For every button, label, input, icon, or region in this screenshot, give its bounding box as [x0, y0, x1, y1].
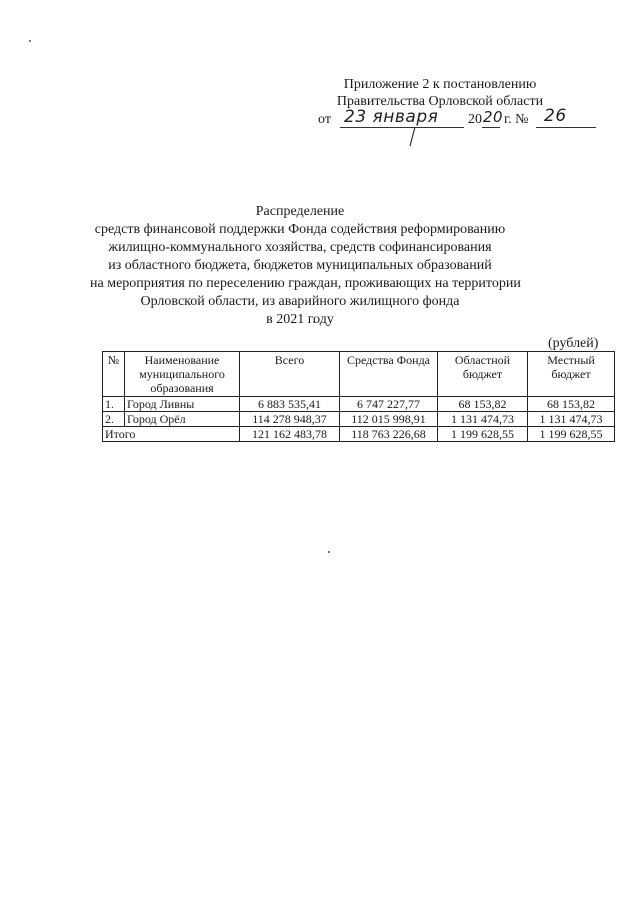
- row-name: Город Орёл: [125, 412, 240, 427]
- row-local: 68 153,82: [528, 397, 615, 412]
- total-fund: 118 763 226,68: [340, 427, 438, 442]
- distribution-table: [102, 351, 615, 442]
- appendix-line-2: Правительства Орловской области: [336, 94, 544, 109]
- total-regional: 1 199 628,55: [438, 427, 528, 442]
- heading-line: средств финансовой поддержки Фонда содействия реформированию: [94, 222, 506, 237]
- row-regional: 68 153,82: [438, 397, 528, 412]
- date-prefix: от: [318, 112, 331, 127]
- heading-line: жилищно-коммунального хозяйства, средств софинансирования: [108, 240, 492, 255]
- number-underline: [536, 127, 596, 128]
- handwritten-year: 20: [483, 108, 504, 126]
- scan-speck: [29, 40, 31, 42]
- row-total: 114 278 948,37: [240, 412, 340, 427]
- header-local: Местный бюджет: [528, 352, 615, 397]
- table-header-row: [103, 352, 615, 397]
- header-fund: Средства Фонда: [340, 352, 438, 397]
- total-total: 121 162 483,78: [240, 427, 340, 442]
- resolution-date-line: [318, 106, 608, 138]
- year-underline: [482, 127, 500, 128]
- header-regional: Областной бюджет: [438, 352, 528, 397]
- header-name: Наименование муниципального образования: [125, 352, 240, 397]
- handwritten-date: 23 января: [344, 107, 439, 127]
- row-total: 6 883 535,41: [240, 397, 340, 412]
- row-no: 1.: [103, 397, 125, 412]
- table-total-row: [103, 427, 615, 442]
- heading-line: в 2021 году: [266, 312, 334, 327]
- signature-stroke: [406, 126, 420, 148]
- row-fund: 6 747 227,77: [340, 397, 438, 412]
- heading-line: на мероприятия по переселению граждан, проживающих на территории: [90, 276, 521, 291]
- row-fund: 112 015 998,91: [340, 412, 438, 427]
- row-no: 2.: [103, 412, 125, 427]
- appendix-header: [300, 76, 580, 110]
- units-label: (рублей): [548, 336, 599, 351]
- year-prefix: 20: [468, 112, 482, 127]
- table-row: [103, 397, 615, 412]
- heading-line: Распределение: [255, 204, 345, 219]
- number-label: г. №: [504, 112, 529, 127]
- total-label: Итого: [103, 427, 240, 442]
- header-no: №: [103, 352, 125, 397]
- row-name: Город Ливны: [125, 397, 240, 412]
- document-heading: [90, 203, 521, 329]
- appendix-line-1: Приложение 2 к постановлению: [343, 77, 537, 92]
- total-local: 1 199 628,55: [528, 427, 615, 442]
- heading-line: Орловской области, из аварийного жилищного фонда: [140, 294, 460, 309]
- table-row: [103, 412, 615, 427]
- scan-speck: [328, 551, 330, 553]
- handwritten-number: 26: [544, 106, 567, 126]
- header-total: Всего: [240, 352, 340, 397]
- row-regional: 1 131 474,73: [438, 412, 528, 427]
- heading-line: из областного бюджета, бюджетов муниципальных образований: [108, 258, 492, 273]
- row-local: 1 131 474,73: [528, 412, 615, 427]
- date-underline: [340, 127, 464, 128]
